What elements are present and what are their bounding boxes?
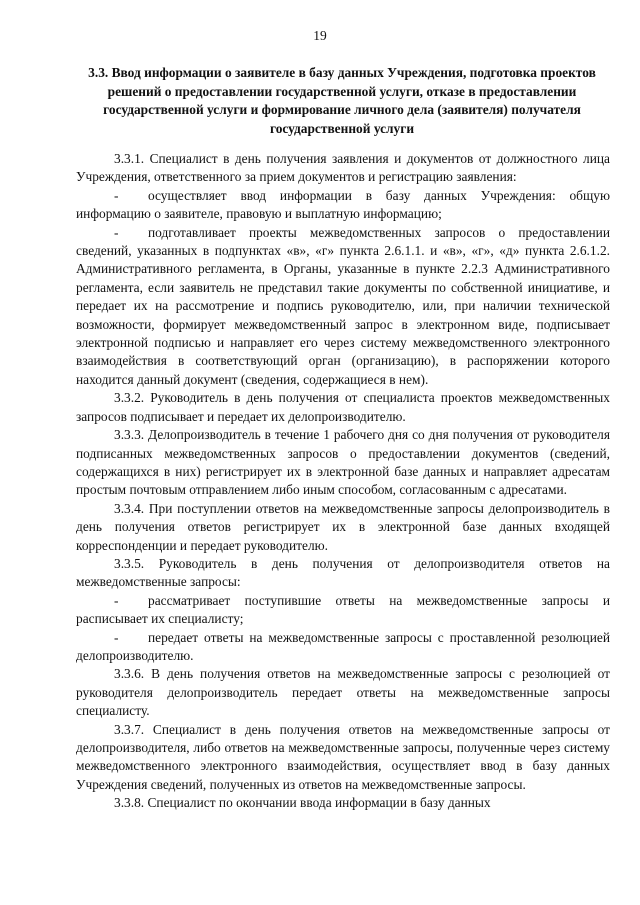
list-item-text: передает ответы на межведомственные запросы с проставленной резолюцией делопроизводителю. [76,629,610,663]
document-body [76,150,610,813]
dash-marker: - [114,187,119,203]
list-item [76,187,610,224]
paragraph-3-3-4: 3.3.4. При поступлении ответов на межведомственные запросы делопроизводитель в день получения ответов регистрирует их в электронной базе данных входящей корреспонденции и передает руководителю. [76,500,610,553]
paragraph-3-3-8: 3.3.8. Специалист по окончании ввода информации в базу данных [114,795,491,811]
dash-marker: - [114,629,119,645]
section-heading: 3.3. Ввод информации о заявителе в базу данных Учреждения, подготовка проектов решений о предоставлении государственной услуги, отказе в предоставлении государственной услуги и формирование личного дела (заявителя) получателя государственной услуги [88,65,596,136]
list-item-text: рассматривает поступившие ответы на межведомственные запросы и расписывает их специалисту; [76,592,610,627]
paragraph-3-3-3: 3.3.3. Делопроизводитель в течение 1 рабочего дня со дня получения от руководителя подписанных межведомственных запросов о предоставлении документов (сведений, содержащихся в них) регистрирует их в электронной базе данных и направляет адресатам простым почтовым отправлением либо иным способом, согласованным с адресатами. [76,427,610,498]
list-item [76,224,610,390]
list-item-text: осуществляет ввод информации в базу данных Учреждения: общую информацию о заявителе, правовую и выплатную информацию; [76,187,610,222]
paragraph-3-3-5: 3.3.5. Руководитель в день получения от делопроизводителя ответов на межведомственные запросы: [76,555,610,590]
page-number: 19 [313,28,327,43]
paragraph-3-3-1: 3.3.1. Специалист в день получения заявления и документов от должностного лица Учреждения, ответственного за прием документов и регистрацию заявления: [76,151,610,185]
list-item [76,592,610,629]
dash-marker: - [114,592,119,608]
paragraph-3-3-7: 3.3.7. Специалист в день получения ответов на межведомственные запросы от делопроизводителя, либо ответов на межведомственные запросы, полученные через систему межведомственного электронного взаимодействия, осуществляет ввод в базу данных Учреждения сведений, полученных из ответов на межведомственные запросы. [76,721,610,792]
paragraph-3-3-2: 3.3.2. Руководитель в день получения от специалиста проектов межведомственных запросов подписывает и передает их делопроизводителю. [76,390,610,424]
list-item-text: подготавливает проекты межведомственных запросов о предоставлении сведений, указанных в подпунктах «в», «г» пункта 2.6.1.1. и «в», «г», «д» пункта 2.6.1.2. Административного регламента, в Органы, указанные в пункте 2.2.3 Административного регламента, если заявитель не представил такие документы по собственной инициативе, и передает их на рассмотрение и подпись руководителю, или, при наличии технической возможности, формирует межведомственный запрос в электронном виде, подписывает электронной подписью и направляет его через систему межведомственного электронного взаимодействия в соответствующий орган (организацию), в распоряжении которого находится данный документ (сведения, содержащиеся в нем). [76,224,610,387]
dash-marker: - [114,224,119,240]
list-item [76,629,610,666]
paragraph-3-3-6: 3.3.6. В день получения ответов на межведомственные запросы с резолюцией от руководителя делопроизводитель передает ответы на межведомственные запросы специалисту. [76,666,610,719]
